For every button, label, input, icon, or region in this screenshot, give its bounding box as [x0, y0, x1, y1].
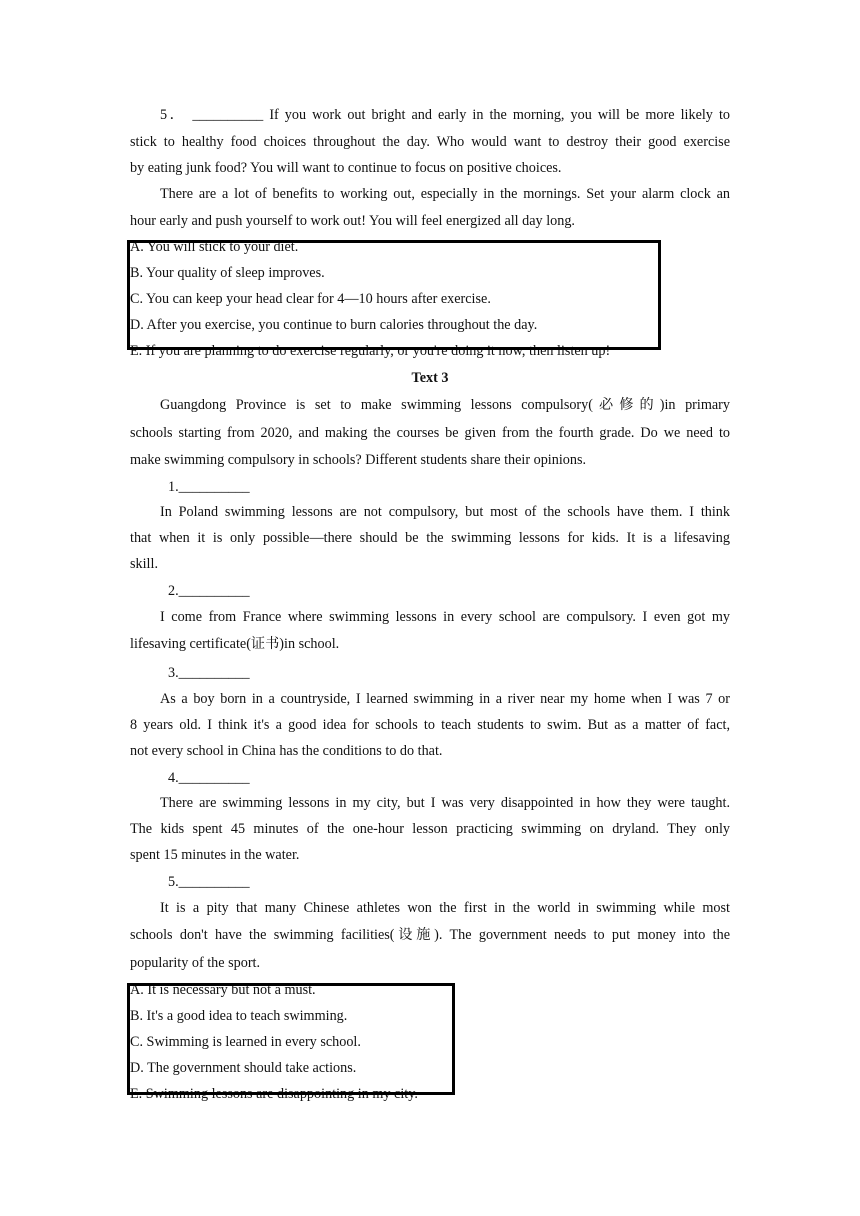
- opinion-4-line-1: There are swimming lessons in my city, but I was very disappointed in how they were taught.: [160, 795, 730, 811]
- option-b: B. Your quality of sleep improves.: [130, 265, 325, 281]
- paragraph-text: If you work out bright and early in the morning, you will be more likely to: [269, 107, 730, 123]
- opinion-2-line-2: lifesaving certificate(证书)in school.: [130, 636, 340, 652]
- option-a: A. You will stick to your diet.: [130, 239, 299, 255]
- option-e: E. If you are planning to do exercise regularly, or you're doing it now, then listen up!: [130, 343, 611, 359]
- option-a: A. It is necessary but not a must.: [130, 982, 316, 998]
- opinion-3-line-3: not every school in China has the conditions to do that.: [130, 743, 443, 759]
- opinion-4-line-2: The kids spent 45 minutes of the one-hour lesson practicing swimming on dryland. They only: [130, 821, 730, 837]
- paragraph-5-line-3: by eating junk food? You will want to continue to focus on positive choices.: [130, 160, 562, 176]
- blank-2: 2.__________: [168, 583, 250, 599]
- question-number: 5．: [160, 107, 187, 123]
- blank-3: 3.__________: [168, 665, 250, 681]
- opinion-5-line-1: It is a pity that many Chinese athletes won the first in the world in swimming while most: [160, 900, 730, 916]
- option-d: D. After you exercise, you continue to burn calories throughout the day.: [130, 317, 538, 333]
- section-heading-text3: Text 3: [411, 370, 449, 386]
- option-c: C. Swimming is learned in every school.: [130, 1034, 361, 1050]
- opinion-3-line-1: As a boy born in a countryside, I learned swimming in a river near my home when I was 7 or: [160, 691, 730, 707]
- blank-1: 1.__________: [168, 479, 250, 495]
- intro-line-2: schools starting from 2020, and making the courses be given from the fourth grade. Do we need to: [130, 425, 730, 441]
- answer-blank: __________: [192, 107, 264, 123]
- opinion-1-line-2: that when it is only possible—there should be the swimming lessons for kids. It is a lifesaving: [130, 530, 730, 546]
- blank-4: 4.__________: [168, 770, 250, 786]
- paragraph-6-line-1: There are a lot of benefits to working out, especially in the mornings. Set your alarm clock an: [160, 186, 730, 202]
- paragraph-5-line-1: [160, 106, 730, 124]
- opinion-1-line-1: In Poland swimming lessons are not compulsory, but most of the schools have them. I think: [160, 504, 730, 520]
- paragraph-5-line-2: stick to healthy food choices throughout the day. Who would want to destroy their good exercise: [130, 134, 730, 150]
- blank-5: 5.__________: [168, 874, 250, 890]
- option-b: B. It's a good idea to teach swimming.: [130, 1008, 348, 1024]
- intro-line-3: make swimming compulsory in schools? Different students share their opinions.: [130, 452, 587, 468]
- opinion-4-line-3: spent 15 minutes in the water.: [130, 847, 300, 863]
- intro-line-1: Guangdong Province is set to make swimming lessons compulsory(必修的)in primary: [160, 397, 730, 413]
- opinion-2-line-1: I come from France where swimming lessons in every school are compulsory. I even got my: [160, 609, 730, 625]
- opinion-3-line-2: 8 years old. I think it's a good idea for schools to teach students to swim. But as a matter of fact,: [130, 717, 730, 733]
- option-d: D. The government should take actions.: [130, 1060, 357, 1076]
- paragraph-6-line-2: hour early and push yourself to work out! You will feel energized all day long.: [130, 213, 575, 229]
- option-c: C. You can keep your head clear for 4—10 hours after exercise.: [130, 291, 491, 307]
- opinion-1-line-3: skill.: [130, 556, 158, 572]
- option-e: E. Swimming lessons are disappointing in my city.: [130, 1086, 418, 1102]
- opinion-5-line-3: popularity of the sport.: [130, 955, 261, 971]
- opinion-5-line-2: schools don't have the swimming facilities(设施). The government needs to put money into the: [130, 927, 730, 943]
